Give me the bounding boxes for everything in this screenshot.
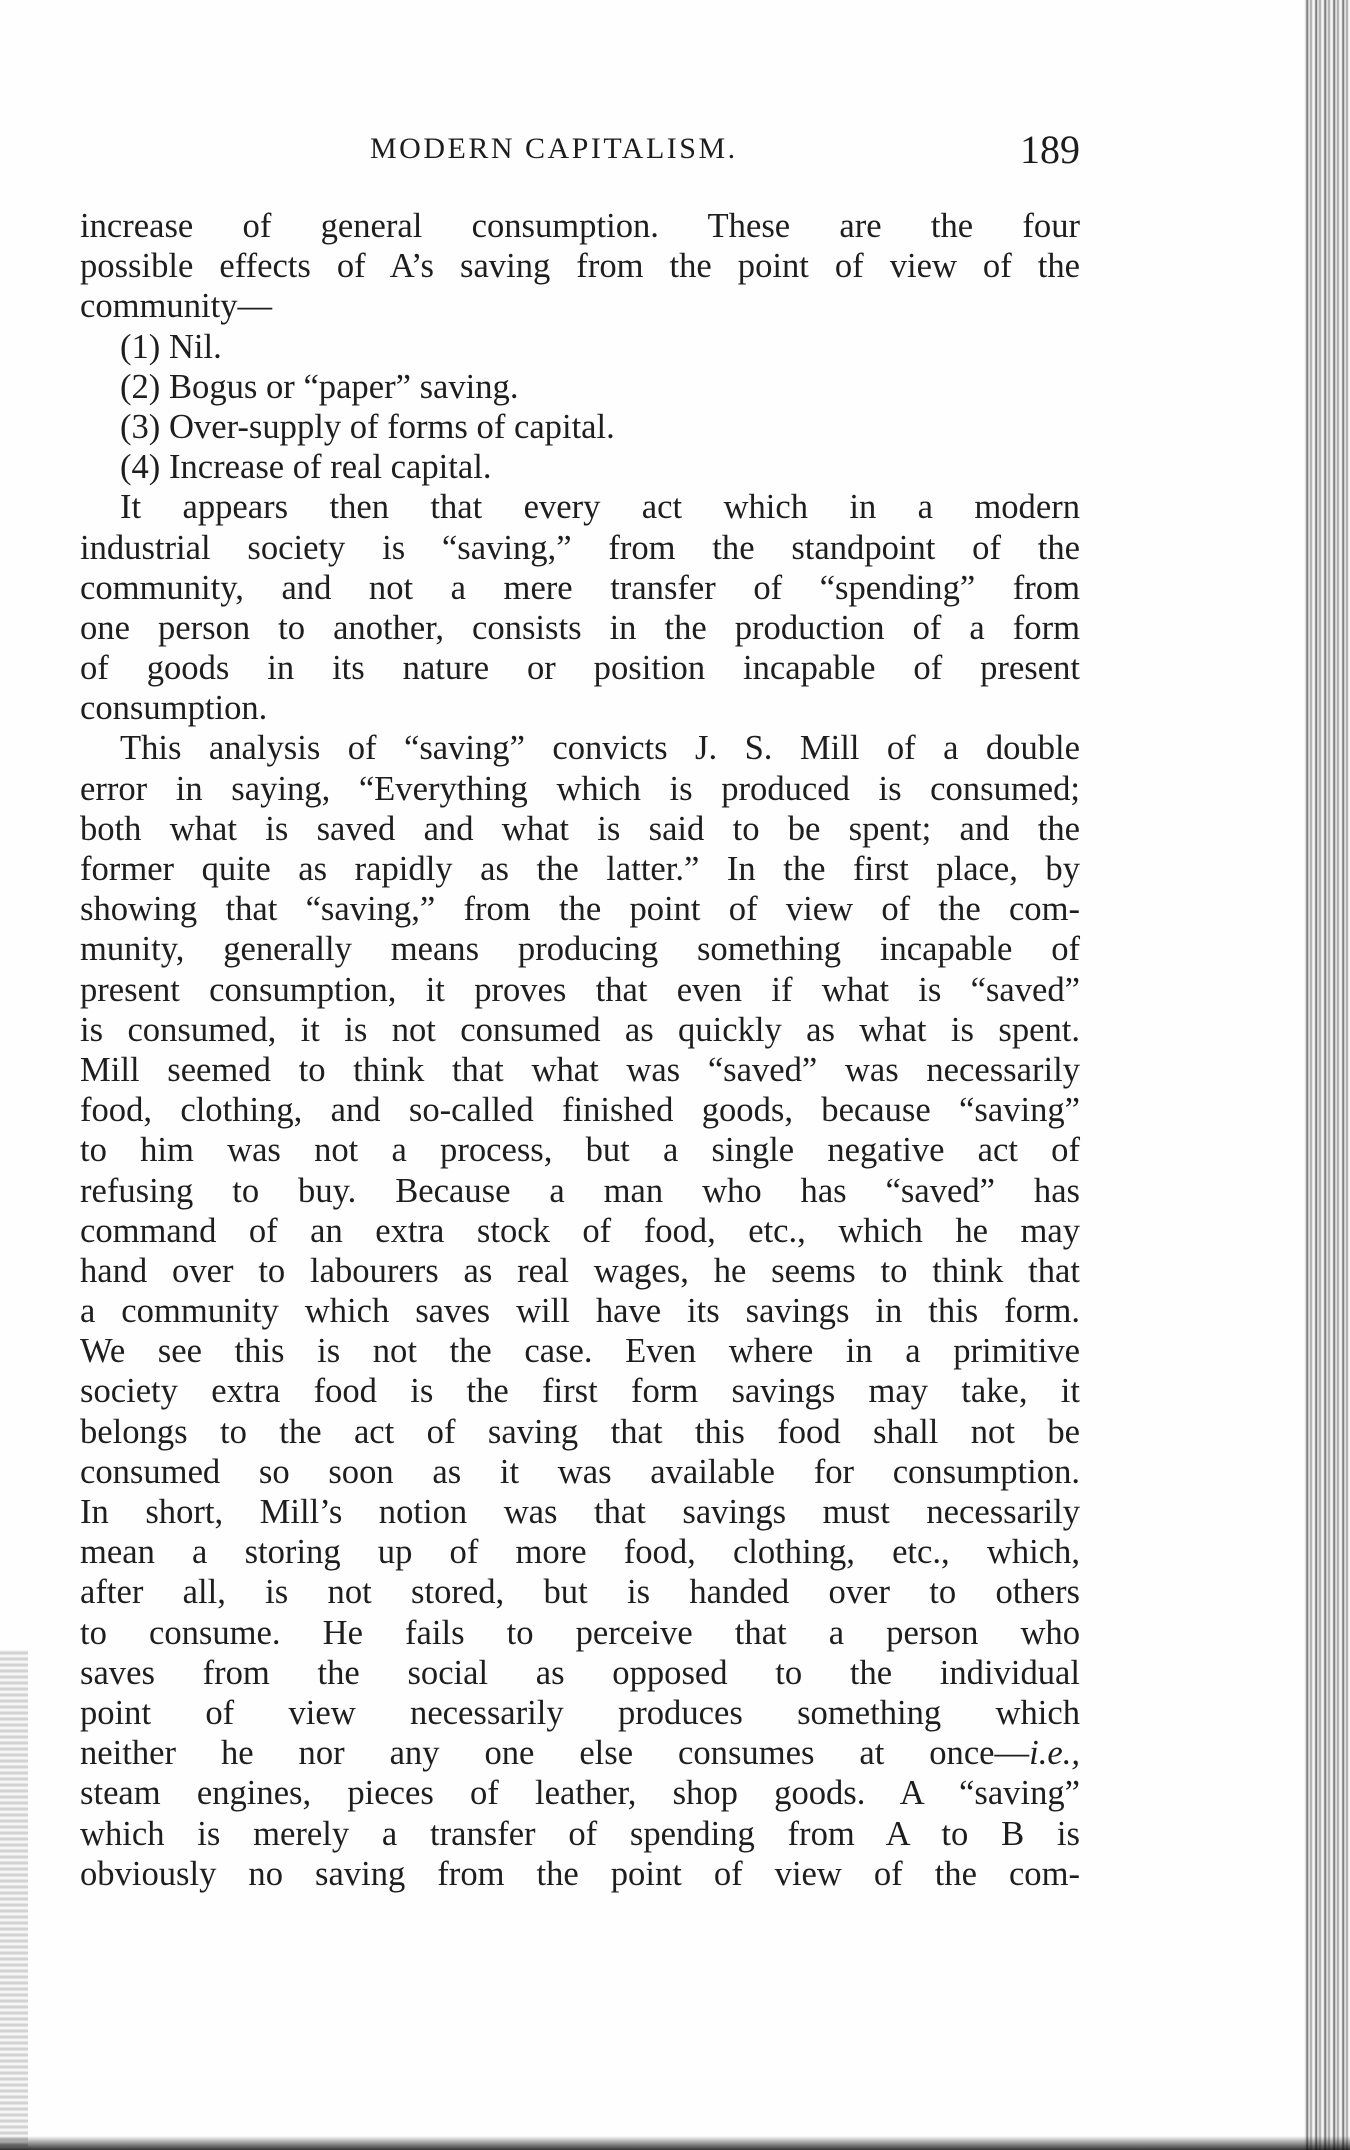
- text-line: which is merely a transfer of spending from A to B is: [80, 1814, 1080, 1853]
- text-line: In short, Mill’s notion was that savings must necessarily: [80, 1493, 1080, 1531]
- text-line: industrial society is “saving,” from the standpoint of the: [80, 528, 1080, 567]
- list-item: (3) Over-supply of forms of capital.: [120, 407, 615, 446]
- text-line: former quite as rapidly as the latter.” In the first place, by: [80, 850, 1080, 888]
- text-line: refusing to buy. Because a man who has “saved” has: [80, 1171, 1080, 1210]
- text-line: society extra food is the first form savings may take, it: [80, 1372, 1080, 1411]
- text-line: [80, 1733, 1080, 1773]
- text-line: consumption.: [80, 689, 268, 728]
- text-line: to consume. He fails to perceive that a person who: [80, 1613, 1080, 1652]
- text-line: mean a storing up of more food, clothing, etc., which,: [80, 1533, 1080, 1572]
- text-line: error in saying, “Everything which is produced is consumed;: [80, 769, 1080, 808]
- list-item: (1) Nil.: [120, 327, 222, 366]
- text-line: belongs to the act of saving that this food shall not be: [80, 1412, 1080, 1451]
- list-item: (2) Bogus or “paper” saving.: [120, 367, 519, 406]
- page-number: 189: [1020, 127, 1080, 172]
- text-line: It appears then that every act which in a modern: [120, 488, 1080, 527]
- text-line: showing that “saving,” from the point of view of the com-: [80, 890, 1080, 929]
- running-head: MODERN CAPITALISM.: [370, 132, 738, 165]
- text-line: one person to another, consists in the production of a form: [80, 608, 1080, 647]
- text-line: saves from the social as opposed to the individual: [80, 1653, 1080, 1692]
- text-line: munity, generally means producing something incapable of: [80, 930, 1080, 969]
- text-line: both what is saved and what is said to be spent; and the: [80, 809, 1080, 848]
- text-line: to him was not a process, but a single negative act of: [80, 1131, 1080, 1170]
- text-line: Mill seemed to think that what was “saved” was necessarily: [80, 1050, 1080, 1089]
- text-line: We see this is not the case. Even where in a primitive: [80, 1332, 1080, 1371]
- page-header: [80, 126, 1080, 178]
- text-line: This analysis of “saving” convicts J. S. Mill of a double: [120, 729, 1080, 768]
- text-line: point of view necessarily produces something which: [80, 1693, 1080, 1732]
- text-line: present consumption, it proves that even if what is “saved”: [80, 970, 1080, 1009]
- text-line: possible effects of A’s saving from the point of view of the: [80, 247, 1080, 286]
- text-line: of goods in its nature or position incapable of present: [80, 649, 1080, 688]
- text-line: community—: [80, 287, 273, 326]
- scan-speckle: [0, 1650, 28, 2150]
- text-line: community, and not a mere transfer of “spending” from: [80, 568, 1080, 607]
- text-line: increase of general consumption. These are the four: [80, 207, 1080, 245]
- italic-abbreviation: i.e.,: [1029, 1734, 1080, 1773]
- text-line: a community which saves will have its savings in this form.: [80, 1292, 1080, 1331]
- text-line: is consumed, it is not consumed as quickly as what is spent.: [80, 1010, 1080, 1049]
- text-line: hand over to labourers as real wages, he seems to think that: [80, 1251, 1080, 1290]
- binding-edge: [1304, 0, 1350, 2150]
- text-line: steam engines, pieces of leather, shop goods. A “saving”: [80, 1774, 1080, 1813]
- text-line: obviously no saving from the point of view of the com-: [80, 1854, 1080, 1893]
- scan-bottom-shadow: [0, 2136, 1350, 2150]
- list-item: (4) Increase of real capital.: [120, 448, 492, 487]
- text-fragment: neither he nor any one else consumes at once—: [80, 1734, 1030, 1773]
- text-line: command of an extra stock of food, etc., which he may: [80, 1211, 1080, 1250]
- body-text: [80, 206, 1080, 1894]
- text-line: food, clothing, and so-called finished goods, because “saving”: [80, 1091, 1080, 1130]
- text-line: consumed so soon as it was available for consumption.: [80, 1452, 1080, 1491]
- text-line: after all, is not stored, but is handed over to others: [80, 1573, 1080, 1612]
